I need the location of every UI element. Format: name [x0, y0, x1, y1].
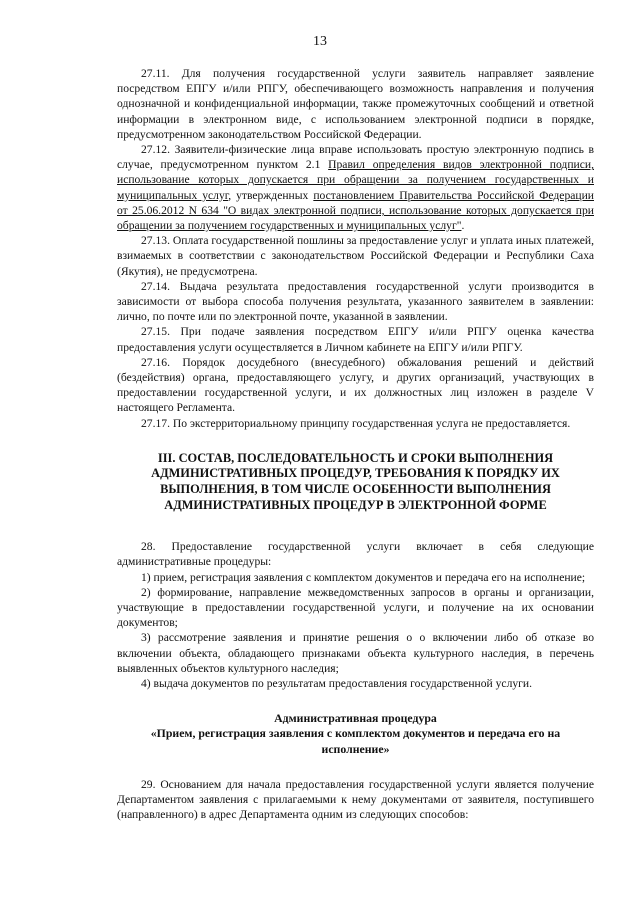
- list-item-1: 1) прием, регистрация заявления с комплектом документов и передача его на исполнение;: [141, 570, 586, 584]
- paragraph-27-12-text-a: 27.12. Заявители-физические лица вправе использовать простую электронную подпись в случае, предусмотренном пунктом 2.1: [117, 143, 594, 172]
- list-item-3: 3) рассмотрение заявления и принятие решения о о включении либо об отказе во включении объекта, обладающего признаками объекта культурного наследия, в перечень выявленных объектов культурного наследия;: [117, 631, 594, 675]
- resolution-link[interactable]: постановлением Правительства Российской Федерации от 25.06.2012 N 634 "О видах электронной подписи, использование которых допускается при обращении за получением государственных и муниципальных услуг": [117, 188, 594, 233]
- paragraph-27-13: 27.13. Оплата государственной пошлины за предоставление услуг и уплата иных платежей, взимаемых в соответствии с законодательством Российской Федерации и Республики Саха (Якутия), не предусмотрена.: [117, 234, 594, 278]
- paragraph-27-12-text-b: , утвержденных: [228, 188, 314, 202]
- paragraph-29: 29. Основанием для начала предоставления государственной услуги является получение Департаментом заявления с прилагаемыми к нему документами от заявителя, поступившего (направленного) в адрес Департамента одним из следующих способов:: [117, 777, 594, 822]
- procedure-subtitle: «Прием, регистрация заявления с комплектом документов и передача его на исполнение»: [150, 726, 561, 756]
- rules-link[interactable]: Правил определения видов электронной подписи, использование которых допускается при обращении за получением государственных и муниципальных услуг: [117, 158, 594, 202]
- paragraph-27-11: 27.11. Для получения государственной услуги заявитель направляет заявление посредством ЕПГУ и/или РПГУ, обеспечивающего возможность направления и получения однозначной и конфиденциальной информации, также промежуточных сообщений и ответной информации в электронном виде, с использованием электронной подписи в порядке, предусмотренном законодательством Российской Федерации.: [117, 67, 594, 141]
- paragraph-27-12: [117, 142, 594, 233]
- section-3-heading: III. СОСТАВ, ПОСЛЕДОВАТЕЛЬНОСТЬ И СРОКИ ВЫПОЛНЕНИЯ АДМИНИСТРАТИВНЫХ ПРОЦЕДУР, ТРЕБОВАНИЯ К ПОРЯДКУ ИХ ВЫПОЛНЕНИЯ, В ТОМ ЧИСЛЕ ОСОБЕННОСТИ ВЫПОЛНЕНИЯ АДМИНИСТРАТИВНЫХ ПРОЦЕДУР В ЭЛЕКТРОННОЙ ФОРМЕ: [151, 450, 560, 512]
- procedure-heading: [117, 711, 594, 757]
- procedure-title: Административная процедура: [274, 711, 437, 726]
- paragraph-27-15: 27.15. При подаче заявления посредством ЕПГУ и/или РПГУ оценка качества предоставления услуги осуществляется в Личном кабинете на ЕПГУ и/или РПГУ.: [117, 325, 594, 354]
- paragraph-27-16: 27.16. Порядок досудебного (внесудебного) обжалования решений и действий (бездействия) органа, предоставляющего услугу, и других организаций, участвующих в предоставлении государственной услуги, и их должностных лиц изложен в разделе V настоящего Регламента.: [117, 355, 594, 415]
- document-body: [117, 66, 594, 823]
- paragraph-28: 28. Предоставление государственной услуги включает в себя следующие административные процедуры:: [117, 540, 594, 569]
- paragraph-27-12-text-c: .: [461, 219, 465, 233]
- spacer: [117, 757, 594, 777]
- paragraph-27-17: 27.17. По экстерриториальному принципу государственная услуга не предоставляется.: [141, 416, 571, 430]
- spacer: [117, 513, 594, 539]
- paragraph-27-14: 27.14. Выдача результата предоставления государственной услуги производится в зависимости от выбора способа получения результата, указанного заявителем в заявлении: лично, по почте или по электронной почте, указанной в заявлении.: [117, 279, 594, 324]
- list-item-4: 4) выдача документов по результатам предоставления государственной услуги.: [141, 677, 533, 691]
- page-number: 13: [313, 34, 327, 49]
- list-item-2: 2) формирование, направление межведомственных запросов в органы и организации, участвующие в предоставлении государственной услуги, и получение на их основании документов;: [117, 585, 594, 630]
